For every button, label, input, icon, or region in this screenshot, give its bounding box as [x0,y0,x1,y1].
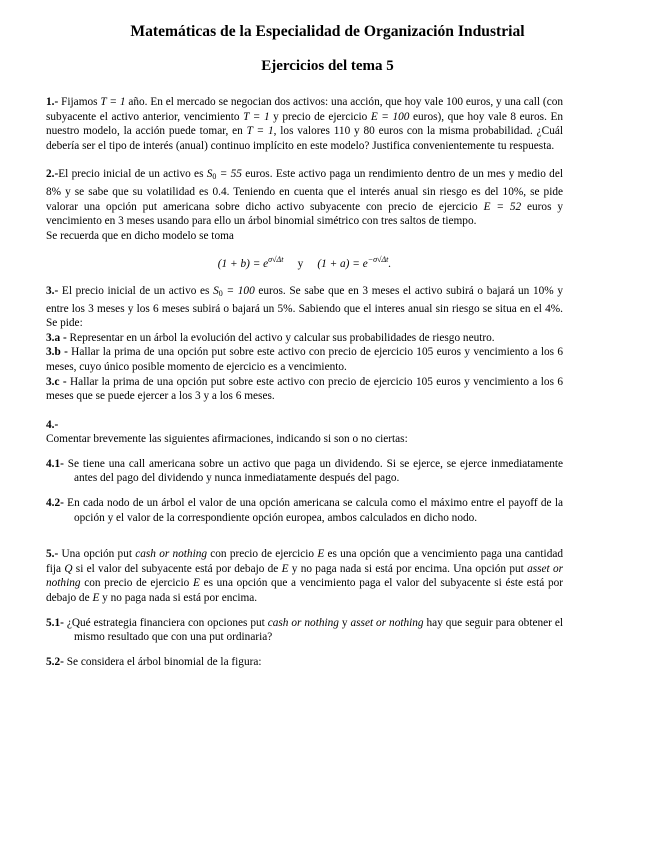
math: E = 100 [370,110,410,123]
math: E [192,577,200,590]
text: con precio de ejercicio [80,577,193,590]
exercise-5 [46,547,563,605]
math: = 100 [222,284,255,297]
text: es una opción que a vencimiento paga el valor del subyacente si éste está por debajo de [46,577,563,605]
exercise-3 [46,284,563,331]
text: Una opción put [58,548,136,561]
text: El precio inicial de un activo es [58,284,214,297]
text: euros y vencimiento en 3 meses usando para ello un árbol binomial simétrico con tres saltos de tiempo. [46,200,563,228]
text: ¿Qué estrategia financiera con opciones put [63,616,268,629]
math: E [281,562,289,575]
emphasis: cash or nothing [135,548,208,561]
exercise-3b [46,345,563,374]
formula-right: (1 + a) = e [317,258,368,271]
text: El precio inicial de un activo es [58,168,207,181]
emphasis: cash or nothing [267,616,339,629]
exercise-5-2 [46,655,563,670]
exercise-2 [46,167,563,228]
formula-left: (1 + b) = e [217,258,269,271]
text: Fijamos [58,96,101,108]
emphasis: asset or nothing [46,562,563,590]
document-subtitle: Ejercicios del tema 5 [261,58,394,74]
text: hay que seguir para obtener el mismo resultado que con una put ordinaria? [74,616,564,644]
item-number: 4.1- [46,457,64,470]
text: y no paga nada si está por encima. Una opción put [288,562,528,575]
formula-exponent: −σ√Δt [367,255,389,265]
item-number: 5.2- [46,655,64,668]
math: S [213,284,219,297]
math: E [92,592,100,605]
text: , los valores 110 y 80 euros con la misma probabilidad. ¿Cuál debería ser el tipo de interés (anual) continuo implícito en este modelo? Justifica convenientemente tu respuesta. [46,125,564,152]
exercise-4-1 [46,457,563,486]
item-number: 3.a - [46,331,67,344]
exercise-1 [46,95,563,153]
exercise-number: 1.- [46,96,59,108]
item-number: 4.2- [46,497,64,510]
formula-exponent: σ√Δt [268,255,284,265]
formula-end: . [388,258,392,271]
item-number: 5.1- [46,616,64,629]
emphasis: asset or nothing [350,616,424,629]
math: = 55 [216,168,242,181]
math: T = 1 [243,110,270,123]
exercise-number: 5.- [46,548,59,561]
text: Hallar la prima de una opción put sobre este activo con precio de ejercicio 105 euros y vencimiento a los 6 meses que se puede ejercer a los 3 y a los 6 meses. [46,375,563,403]
document-title: Matemáticas de la Especialidad de Organización Industrial [130,23,525,40]
text: Representar en un árbol la evolución del activo y calcular sus probabilidades de riesgo neutro. [66,331,495,344]
exercise-list [46,95,563,669]
exercise-3a [46,331,563,346]
text: euros), que hoy vale 8 euros. En nuestro modelo, la acción puede tomar, en [46,110,564,138]
formula-connector: y [297,258,304,271]
item-number: 3.b - [46,346,68,359]
exercise-3c [46,375,563,404]
math: E [317,548,325,561]
math: T = 1 [100,96,126,108]
math-subscript: 0 [218,288,223,298]
math-subscript: 0 [212,172,217,182]
text: Hallar la prima de una opción put sobre este activo con precio de ejercicio 105 euros y vencimiento a los 6 meses, cuyo único posible momento de ejercicio es a vencimiento. [46,346,563,373]
math: S [206,168,213,181]
text: con precio de ejercicio [207,548,318,561]
exercise-2-note: Se recuerda que en dicho modelo se toma [46,229,234,242]
text: y [338,616,351,629]
exercise-4-2 [46,496,563,525]
exercise-number: 2.- [46,168,59,181]
exercise-number: 4.- [46,418,59,431]
text: En cada nodo de un árbol el valor de una opción americana se calcula como el máximo entre el payoff de la opción y el valor de la correspondiente opción europea, ambos calculados en dicho nodo. [63,497,563,524]
item-number: 3.c - [46,375,67,388]
text: es una opción que a vencimiento paga una cantidad fija [46,548,564,575]
text: euros. Se sabe que en 3 meses el activo subirá o bajará un 10% y entre los 3 meses y los 6 meses subirá o bajará un 5%. Sabiendo que el interes anual sin riesgo se situa en el 4%. Se pide: [46,284,564,330]
exercise-5-1 [46,616,563,645]
text: año. En el mercado se negocian dos activos: una acción, que hoy vale 100 euros, y una call (con subyacente el activo anterior, vencimiento [46,96,564,123]
math: E = 52 [483,200,522,213]
exercise-4-intro: Comentar brevemente las siguientes afirmaciones, indicando si son o no ciertas: [46,433,408,446]
text: Se considera el árbol binomial de la figura: [63,655,262,668]
binomial-formula [46,253,563,272]
text: Se tiene una call americana sobre un activo que paga un dividendo. Si se ejerce, se ejerce inmediatamente antes del pago del dividendo y nunca inmediatamente después del pago. [63,457,563,485]
exercise-number: 3.- [46,284,59,297]
text: si el valor del subyacente está por debajo de [72,562,282,575]
math: T = 1 [246,125,274,138]
text: y precio de ejercicio [269,110,371,123]
math: Q [64,562,73,575]
text: euros. Este activo paga un rendimiento dentro de un mes y medio del 8% y se sabe que su volatilidad es 0.4. Teniendo en cuenta que el interés anual sin riesgo es del 10%, se pide valorar una opción put americana sobre dicho activo subyacente con precio de ejercicio [46,168,563,213]
exercise-4-heading [46,418,563,433]
text: y no paga nada si está por encima. [99,592,258,605]
